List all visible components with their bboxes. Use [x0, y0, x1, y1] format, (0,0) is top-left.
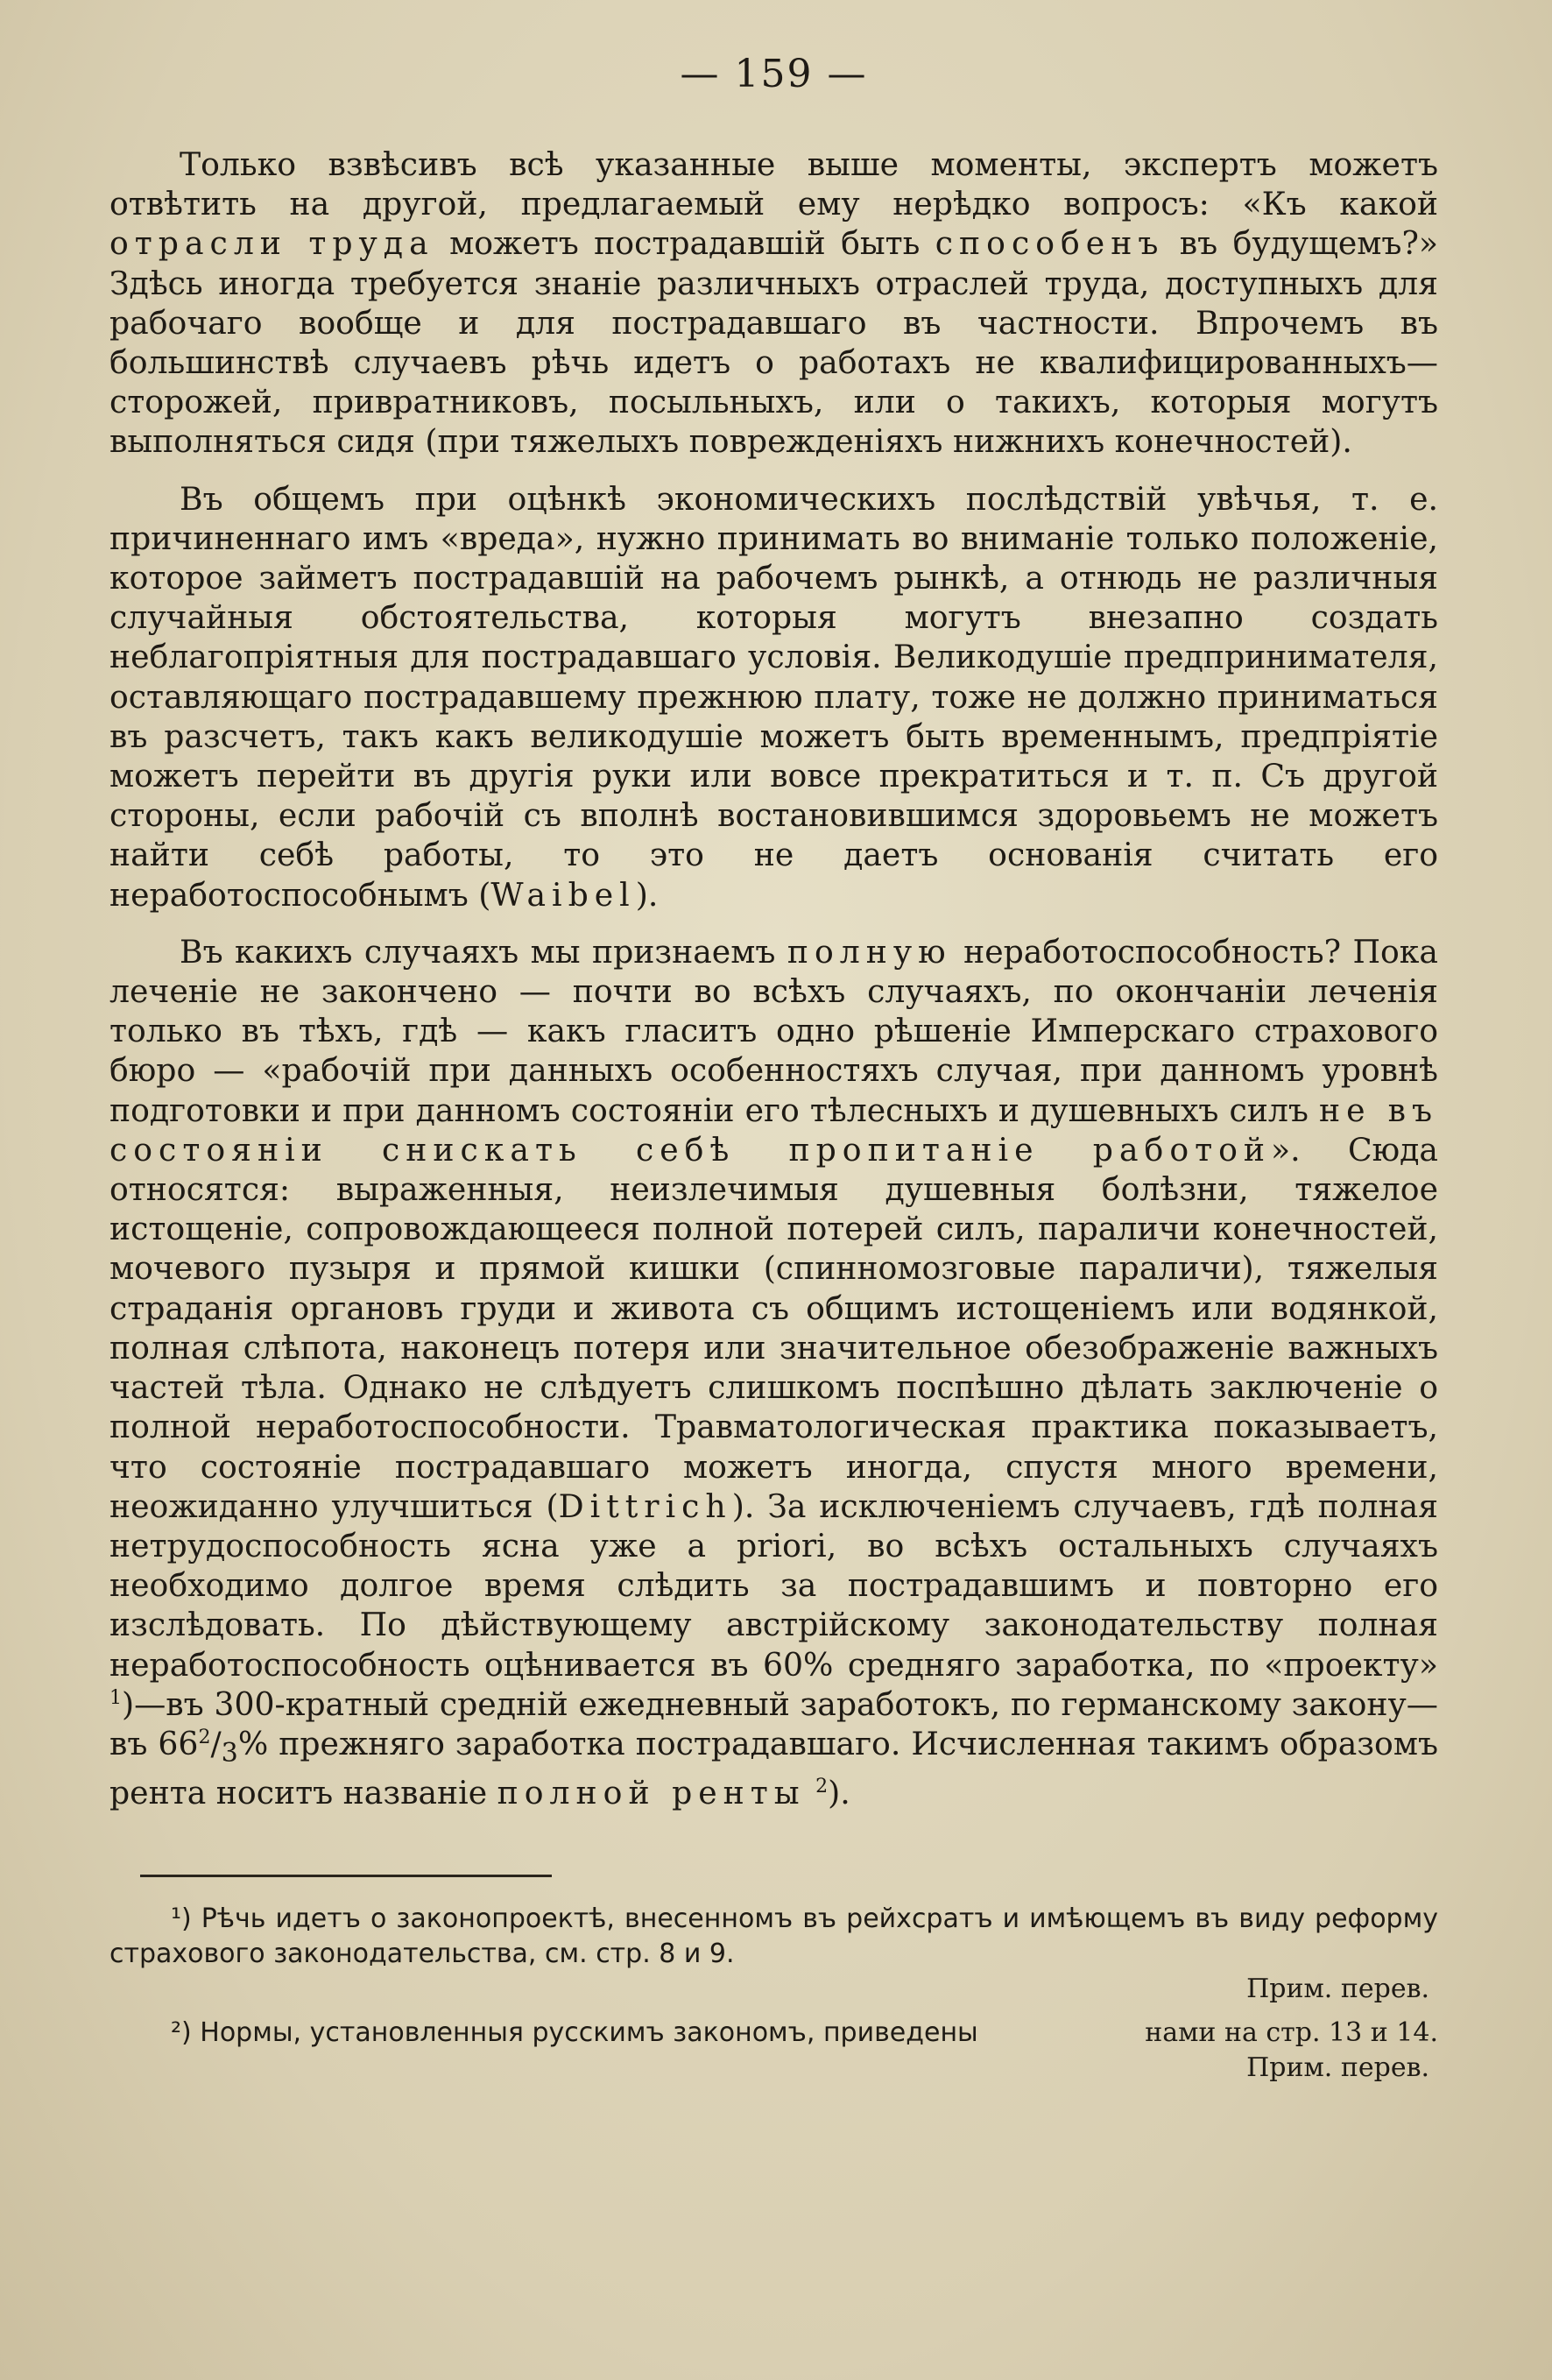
- text-run: % прежняго заработка пострадавшаго. Исчисленная такимъ образомъ рента носитъ названіе: [109, 1724, 1438, 1812]
- footnotes: [109, 1902, 1438, 2086]
- paragraph-1: [109, 145, 1438, 462]
- footnote-ref: 1: [109, 1686, 122, 1709]
- text-run: /: [210, 1724, 222, 1762]
- footnote-1: [109, 1902, 1438, 2007]
- text-run: [806, 1774, 816, 1811]
- spaced-emphasis-text: отрасли труда: [109, 224, 434, 263]
- paragraph-2: [109, 479, 1438, 915]
- spaced-emphasis-text: полной ренты: [497, 1774, 806, 1812]
- footnote-2: [109, 2016, 1438, 2051]
- spaced-emphasis-text: не въ состояніи снискать себѣ пропитаніе работой: [109, 1091, 1439, 1169]
- text-run: Въ общемъ при оцѣнкѣ экономическихъ послѣдствій увѣчья, т. е. причиненнаго имъ «вреда», нужно принимать во вниманіе только положеніе, которое займетъ пострадавшій на рабочемъ рынкѣ, а отнюдь не различныя случайныя обстоятельства, которыя могутъ внезапно создать неблагопріятныя для пострадавшаго условія. Великодушіе предпринимателя, оставляющаго пострадавшему прежнюю плату, тоже не должно приниматься въ разсчетъ, такъ какъ великодушіе можетъ быть временнымъ, предпріятіе можетъ перейти въ другія руки или вовсе прекратиться и т. п. Съ другой стороны, если рабочій съ вполнѣ востановившимся здоровьемъ не можетъ найти себѣ работы, то это не даетъ основанія считать его неработоспособнымъ (: [109, 479, 1438, 914]
- text-run: ». Сюда относятся: выраженныя, неизлечимыя душевныя болѣзни, тяжелое истощеніе, сопровождающееся полной потерей силъ, параличи конечностей, мочевого пузыря и прямой кишки (спинномозговые параличи), тяжелыя страданія органовъ груди и живота съ общимъ истощеніемъ или водянкой, полная слѣпота, наконецъ потеря или значительное обезображеніе важныхъ частей тѣла. Однако не слѣдуетъ слишкомъ поспѣшно дѣлать заключеніе о полной неработоспособности. Травматологическая практика показываетъ, что состояніе пострадавшаго можетъ иногда, спустя много времени, неожиданно улучшиться (: [109, 1130, 1438, 1525]
- spaced-emphasis-text: Waibel: [490, 875, 636, 914]
- footnote-divider: [140, 1875, 552, 1877]
- page-number: — 159 —: [680, 52, 868, 96]
- footnote-2-text: ²) Нормы, установленныя русскимъ закономъ, приведены: [171, 2016, 978, 2048]
- text-run: въ будущемъ?» Здѣсь иногда требуется знаніе различныхъ отраслей труда, доступныхъ для рабочаго вообще и для пострадавшаго въ частности. Впрочемъ въ большинствѣ случаевъ рѣчь идетъ о работахъ не квалифицированныхъ—сторожей, привратниковъ, посыльныхъ, или о такихъ, которыя могутъ выполняться сидя (при тяжелыхъ поврежденіяхъ нижнихъ конечностей).: [109, 224, 1438, 461]
- text-run: Въ какихъ случаяхъ мы признаемъ: [180, 932, 787, 971]
- text-run: 3: [221, 1738, 238, 1769]
- text-run: можетъ пострадавшій быть: [434, 224, 935, 263]
- spaced-emphasis-text: Dittrich: [558, 1487, 732, 1525]
- footnote-1-text: ¹) Рѣчь идетъ о законопроектѣ, внесенномъ въ рейхсратъ и имѣющемъ въ виду реформу страхового законодательства, см. стр. 8 и 9.: [109, 1903, 1438, 1969]
- body-text: [109, 145, 1438, 1813]
- text-run: неработоспособность? Пока леченіе не закончено — почти во всѣхъ случаяхъ, по окончаніи леченія только въ тѣхъ, гдѣ — какъ гласитъ одно рѣшеніе Имперскаго страхового бюро — «рабочій при данныхъ особенностяхъ случая, при данномъ уровнѣ подготовки и при данномъ состояніи его тѣлесныхъ и душевныхъ силъ: [109, 932, 1439, 1129]
- spaced-emphasis-text: способенъ: [935, 224, 1165, 263]
- text-run: ).: [635, 875, 659, 914]
- footnote-2-translator-note: Прим. перев.: [1246, 2052, 1429, 2083]
- text-run: Только взвѣсивъ всѣ указанные выше моменты, экспертъ можетъ отвѣтить на другой, предлагаемый ему нерѣдко вопросъ: «Къ какой: [109, 145, 1438, 223]
- footnote-ref: 2: [815, 1776, 829, 1798]
- spaced-emphasis-text: полную: [787, 932, 952, 971]
- text-run: ).: [828, 1774, 850, 1812]
- footnote-1-translator-note: Прим. перев.: [1246, 1973, 1429, 2004]
- paragraph-3: [109, 932, 1438, 1813]
- footnote-ref: 2: [198, 1726, 211, 1748]
- text-run: ). За исключеніемъ случаевъ, гдѣ полная нетрудоспособность ясна уже a priori, во всѣхъ остальныхъ случаяхъ необходимо долгое время слѣдить за пострадавшимъ и повторно его изслѣдовать. По дѣйствующему австрійскому законодательству полная неработоспособность оцѣнивается въ 60% средняго заработка, по «проекту»: [109, 1487, 1438, 1684]
- footnote-2-reference: нами на стр. 13 и 14.: [1145, 2016, 1438, 2048]
- text-run: )—въ 300-кратный средній ежедневный заработокъ, по германскому закону—въ 66: [109, 1684, 1438, 1762]
